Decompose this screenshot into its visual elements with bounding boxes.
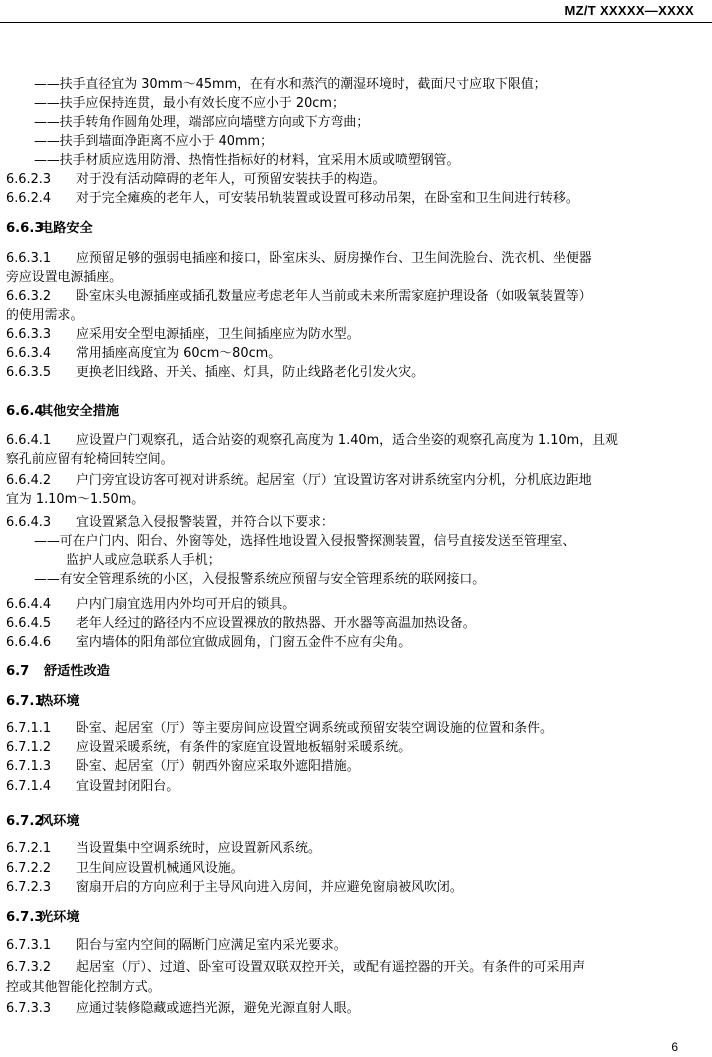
clause-continuation: 的使用需求。 (6, 308, 84, 323)
clause-6-6-2-3: 6.6.2.3 对于没有活动障碍的老年人，可预留安装扶手的构造。 (6, 172, 386, 187)
clause-6-6-4-6: 6.6.4.6 室内墙体的阳角部位宜做成圆角，门窗五金件不应有尖角。 (6, 635, 412, 650)
section-heading-6-6-3: 6.6.3电路安全 (6, 221, 93, 236)
section-heading-6-6-4: 6.6.4其他安全措施 (6, 404, 120, 419)
clause-6-7-1-1: 6.7.1.1 卧室、起居室（厅）等主要房间应设置空调系统或预留安装空调设施的位置和条件。 (6, 721, 553, 736)
list-item: ——扶手直径宜为 30mm～45mm，在有水和蒸汽的潮湿环境时，截面尺寸应取下限值； (34, 77, 547, 92)
clause-6-7-2-1: 6.7.2.1 当设置集中空调系统时，应设置新风系统。 (6, 841, 321, 856)
clause-6-6-4-5: 6.6.4.5 老年人经过的路径内不应设置裸放的散热器、开水器等高温加热设备。 (6, 616, 476, 631)
list-item: ——扶手到墙面净距离不应小于 40mm； (34, 134, 273, 149)
clause-6-7-3-1: 6.7.3.1 阳台与室内空间的隔断门应满足室内采光要求。 (6, 938, 347, 953)
clause-6-6-4-3: 6.6.4.3 宜设置紧急入侵报警装置，并符合以下要求： (6, 515, 334, 530)
list-item: ——可在户门内、阳台、外窗等处，选择性地设置入侵报警探测装置，信号直接发送至管理室、 (34, 534, 576, 549)
clause-6-7-1-2: 6.7.1.2 应设置采暖系统，有条件的家庭宜设置地板辐射采暖系统。 (6, 740, 412, 755)
clause-6-6-4-2: 6.6.4.2 户门旁宜设访客可视对讲系统。起居室（厅）宜设置访客对讲系统室内分机，分机底边距地 (6, 473, 592, 488)
clause-6-6-2-4: 6.6.2.4 对于完全瘫痪的老年人，可安装吊轨装置或设置可移动吊架，在卧室和卫生间进行转移。 (6, 191, 579, 206)
section-heading-6-7: 6.7 舒适性改造 (6, 664, 110, 679)
header-rule (0, 22, 712, 23)
clause-continuation: 旁应设置电源插座。 (6, 270, 123, 285)
list-item: ——有安全管理系统的小区，入侵报警系统应预留与安全管理系统的联网接口。 (34, 572, 486, 587)
clause-6-7-3-3: 6.7.3.3 应通过装修隐藏或遮挡光源，避免光源直射人眼。 (6, 1001, 360, 1016)
clause-6-6-3-2: 6.6.3.2 卧室床头电源插座或插孔数量应考虑老年人当前或未来所需家庭护理设备（如吸氧装置等） (6, 289, 592, 304)
clause-continuation: 宜为 1.10m～1.50m。 (6, 492, 145, 507)
section-heading-6-7-3: 6.7.3光环境 (6, 910, 80, 925)
section-heading-6-7-1: 6.7.1热环境 (6, 694, 80, 709)
list-item: ——扶手应保持连贯，最小有效长度不应小于 20cm； (34, 96, 345, 111)
clause-6-7-3-2: 6.7.3.2 起居室（厅）、过道、卧室可设置双联双控开关，或配有遥控器的开关。有条件的可采用声 (6, 960, 586, 975)
clause-6-6-4-4: 6.6.4.4 户内门扇宜选用内外均可开启的锁具。 (6, 597, 296, 612)
clause-6-6-3-4: 6.6.3.4 常用插座高度宜为 60cm～80cm。 (6, 346, 282, 361)
doc-code: MZ/T XXXXX—XXXX (564, 3, 694, 18)
page-number: 6 (671, 1040, 678, 1054)
list-item-continuation: 监护人或应急联系人手机； (66, 553, 221, 568)
list-item: ——扶手材质应选用防滑、热惰性指标好的材料，宜采用木质或喷塑钢管。 (34, 153, 460, 168)
clause-6-7-2-3: 6.7.2.3 窗扇开启的方向应利于主导风向进入房间，并应避免窗扇被风吹闭。 (6, 880, 463, 895)
clause-6-7-1-3: 6.7.1.3 卧室、起居室（厅）朝西外窗应采取外遮阳措施。 (6, 759, 360, 774)
section-heading-6-7-2: 6.7.2风环境 (6, 814, 80, 829)
list-item: ——扶手转角作圆角处理，端部应向墙壁方向或下方弯曲； (34, 115, 370, 130)
clause-6-6-3-5: 6.6.3.5 更换老旧线路、开关、插座、灯具，防止线路老化引发火灾。 (6, 365, 425, 380)
clause-6-6-3-1: 6.6.3.1 应预留足够的强弱电插座和接口，卧室床头、厨房操作台、卫生间洗脸台、洗衣机、坐便器 (6, 251, 592, 266)
clause-continuation: 察孔前应留有轮椅回转空间。 (6, 452, 174, 467)
clause-6-6-4-1: 6.6.4.1 应设置户门观察孔，适合站姿的观察孔高度为 1.40m，适合坐姿的观察孔高度为 1.10m，且观 (6, 433, 618, 448)
clause-6-6-3-3: 6.6.3.3 应采用安全型电源插座，卫生间插座应为防水型。 (6, 327, 360, 342)
clause-continuation: 控或其他智能化控制方式。 (6, 980, 161, 995)
clause-6-7-2-2: 6.7.2.2 卫生间应设置机械通风设施。 (6, 861, 244, 876)
clause-6-7-1-4: 6.7.1.4 宜设置封闭阳台。 (6, 779, 180, 794)
